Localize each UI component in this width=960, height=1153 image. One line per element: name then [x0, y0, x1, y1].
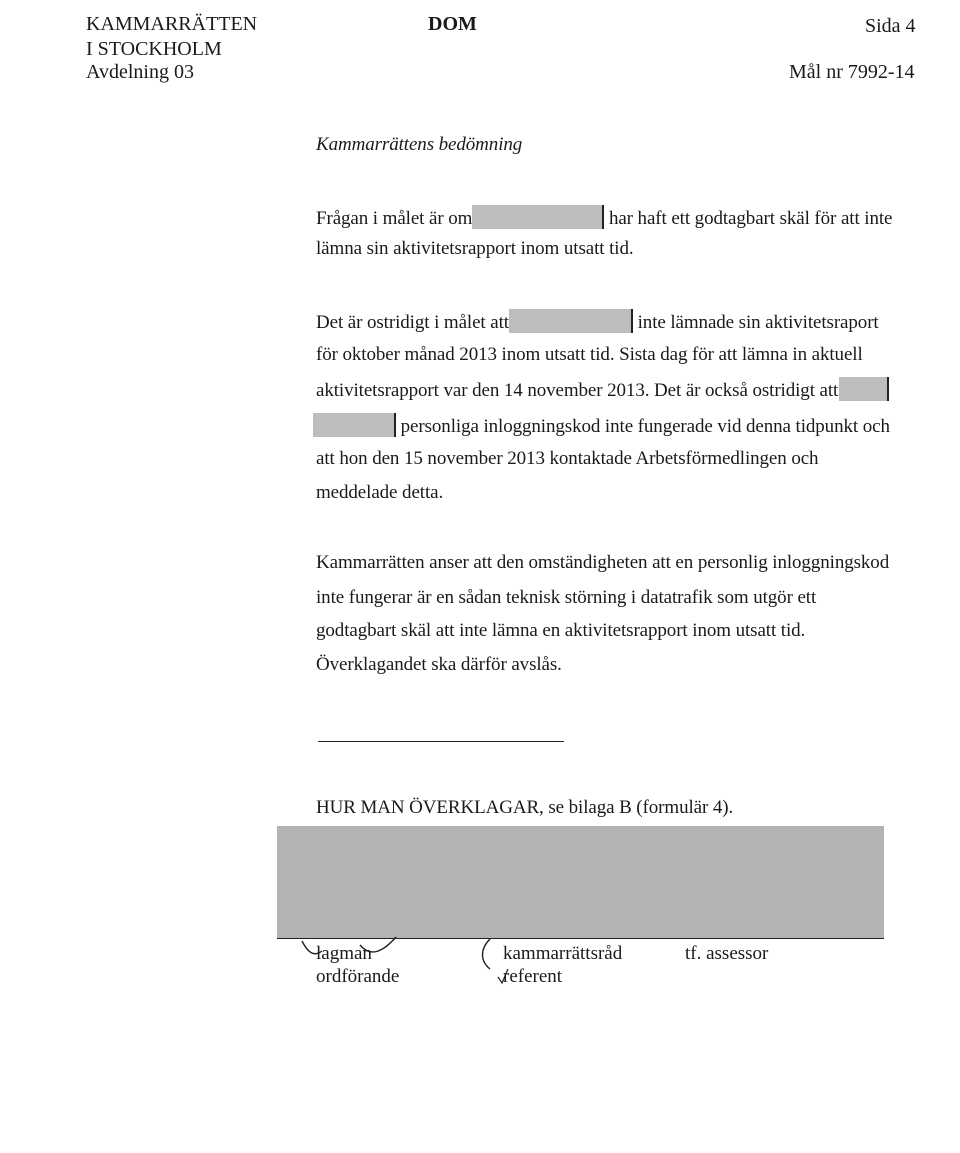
- signer2-title: kammarrättsråd: [503, 943, 623, 964]
- para2-line3-text: aktivitetsrapport var den 14 november 2013. Det är också ostridigt att: [316, 380, 839, 401]
- para1-line1-end: har haft ett godtagbart skäl för att inte: [608, 208, 893, 229]
- case-number: Mål nr 7992-14: [789, 61, 915, 83]
- separator-line: [318, 741, 564, 742]
- division: Avdelning 03: [86, 61, 194, 83]
- para2-line2: för oktober månad 2013 inom utsatt tid. Sista dag för att lämna in aktuell: [316, 344, 863, 365]
- para1-line1: [316, 205, 892, 230]
- court-name-line2: I STOCKHOLM: [86, 38, 222, 60]
- para3-line2: inte fungerar är en sådan teknisk störning i datatrafik som utgör ett: [316, 587, 817, 608]
- redaction-box: [839, 377, 889, 401]
- signer1-role: ordförande: [316, 966, 400, 987]
- para2-line1: [316, 309, 879, 334]
- para3-line4: Överklagandet ska därför avslås.: [316, 654, 562, 675]
- signer1-title: lagman: [316, 943, 372, 964]
- para2-line4: [313, 413, 890, 438]
- para1-line1-start: Frågan i målet är om: [316, 208, 473, 229]
- para2-line6: meddelade detta.: [316, 482, 444, 503]
- doc-type: DOM: [428, 13, 477, 35]
- para2-line5: att hon den 15 november 2013 kontaktade Arbetsförmedlingen och: [316, 448, 819, 469]
- redaction-box: [472, 205, 604, 229]
- para3-line1: Kammarrätten anser att den omständigheten att en personlig inloggningskod: [316, 552, 890, 573]
- para2-line1-end: inte lämnade sin aktivitetsraport: [637, 312, 879, 333]
- section-title: Kammarrättens bedömning: [316, 134, 523, 155]
- redaction-box: [509, 309, 633, 333]
- para2-line3: [316, 377, 889, 402]
- para2-line4-text: personliga inloggningskod inte fungerade vid denna tidpunkt och: [400, 416, 890, 437]
- para2-line1-start: Det är ostridigt i målet att: [316, 312, 509, 333]
- signature-redaction: [277, 826, 884, 938]
- para3-line3: godtagbart skäl att inte lämna en aktivitetsrapport inom utsatt tid.: [316, 620, 806, 641]
- appeal-instructions: HUR MAN ÖVERKLAGAR, se bilaga B (formulär 4).: [316, 797, 734, 818]
- court-name-line1: KAMMARRÄTTEN: [86, 13, 258, 35]
- para1-line2: lämna sin aktivitetsrapport inom utsatt tid.: [316, 238, 634, 259]
- signer3-title: tf. assessor: [685, 943, 769, 964]
- signer2-role: referent: [503, 966, 563, 987]
- page-number: Sida 4: [865, 15, 916, 37]
- redaction-box: [313, 413, 396, 437]
